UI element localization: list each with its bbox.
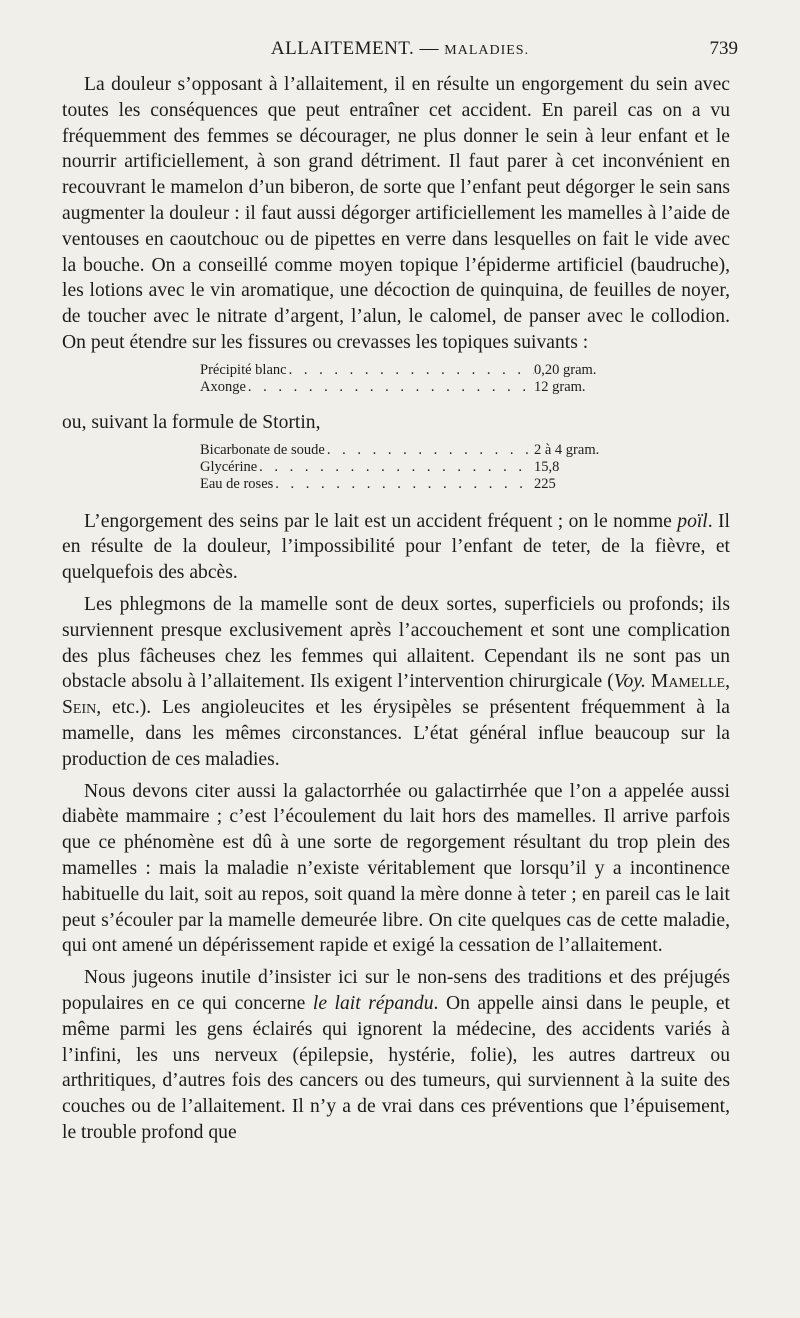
recipe-row <box>200 379 630 396</box>
ingredient-qty: 0,20 gram. <box>534 361 597 378</box>
p4-text-a: Les phlegmons de la mamelle sont de deux sortes, superficiels ou profonds; ils surviennent presque exclusivement après l’accouchement et sont une complication des plus fâcheuses chez les femmes qui allaitent. Cependant ils ne sont pas un obstacle absolu à l’allaitement. Ils exigent l’intervention chirurgicale ( <box>62 593 730 693</box>
ingredient-qty: 225 <box>534 475 556 492</box>
recipe-row <box>200 442 630 459</box>
p6-emphasis: le lait répandu <box>312 992 434 1014</box>
header-subtitle: MALADIES. <box>444 43 530 58</box>
ingredient-qty: 2 à 4 gram. <box>534 441 600 458</box>
p3-emphasis: poïl <box>677 510 708 532</box>
p4-refs: Mamelle, Sein <box>62 671 730 719</box>
header-title: ALLAITEMENT. <box>270 38 415 59</box>
leader-dots <box>257 459 534 476</box>
header-dash: — <box>419 38 440 59</box>
recipe-1 <box>62 362 730 396</box>
recipe-row <box>200 476 630 493</box>
recipe-2 <box>62 442 730 493</box>
recipe-row <box>200 459 630 476</box>
leader-dots <box>273 476 534 493</box>
running-title <box>62 38 738 60</box>
ingredient-name: Précipité blanc <box>200 361 287 378</box>
ingredient-qty: 12 gram. <box>534 378 586 395</box>
recipe-row <box>200 362 630 379</box>
paragraph-6 <box>62 965 730 1146</box>
ingredient-qty: 15,8 <box>534 458 560 475</box>
body-text <box>62 72 730 1152</box>
leader-dots <box>325 442 534 459</box>
running-header <box>62 36 738 66</box>
paragraph-4 <box>62 592 730 773</box>
paragraph-3 <box>62 509 730 586</box>
p4-voy: Voy. <box>613 671 646 693</box>
ingredient-name: Bicarbonate de soude <box>200 441 325 458</box>
ingredient-name: Axonge <box>200 378 246 395</box>
p4-text-b: , etc.). Les angioleucites et les érysipèles se présentent fréquemment à la mamelle, dans les mêmes circonstances. L’état général influe beaucoup sur la production de ces maladies. <box>62 697 730 770</box>
paragraph-2: ou, suivant la formule de Stortin, <box>62 411 321 433</box>
ingredient-name: Eau de roses <box>200 475 274 492</box>
p6-text-a: Nous jugeons inutile d’insister ici sur le non-sens des traditions et des préjugés populaires en ce qui concerne <box>62 967 730 1014</box>
p6-text-b: . On appelle ainsi dans le peuple, et même parmi les gens éclairés qui ignorent la médecine, des accidents variés à l’infini, les uns nerveux (épilepsie, hystérie, folie), les autres dartreux ou arthritiques, d’autres fois des cancers ou des tumeurs, qui surviennent à la suite des couches ou de l’allaitement. Il n’y a de vrai dans ces préventions que l’épuisement, le trouble profond que <box>62 992 730 1143</box>
paragraph-1: La douleur s’opposant à l’allaitement, il en résulte un engorgement du sein avec toutes les conséquences que peut entraîner cet accident. En pareil cas on a vu fréquemment des femmes se décourager, ne plus donner le sein à leur enfant et le nourrir artificiellement, à son grand détriment. Il faut parer à cet inconvénient en recouvrant le mamelon d’un biberon, de sorte que l’enfant peut dégorger le sein sans augmenter la douleur : il faut aussi dégorger artificiellement les mamelles à l’aide de ventouses en caoutchouc ou de pipettes en verre dans lesquelles on fait le vide avec la bouche. On a conseillé comme moyen topique l’épiderme artificiel (baudruche), les lotions avec le vin aromatique, une décoction de quinquina, de feuilles de noyer, de toucher avec le nitrate d’argent, l’alun, le calomel, de panser avec le collodion. On peut étendre sur les fissures ou crevasses les topiques suivants : <box>62 74 730 353</box>
leader-dots <box>287 362 534 379</box>
leader-dots <box>246 379 534 396</box>
page-number: 739 <box>709 38 738 59</box>
ingredient-name: Glycérine <box>200 458 258 475</box>
paragraph-5: Nous devons citer aussi la galactorrhée ou galactirrhée que l’on a appelée aussi diabète mammaire ; c’est l’écoulement du lait hors des mamelles. Il arrive parfois que ce phénomène est dû à une sorte de regorgement résultant du trop plein des mamelles : mais la maladie n’existe véritablement que lorsqu’il y a incontinence habituelle du lait, soit au repos, soit quand la mère donne à teter ; en pareil cas le lait peut s’écouler par la mamelle demeurée libre. On cite quelques cas de cette maladie, qui ont amené un dépérissement rapide et exigé la cessation de l’allaitement. <box>62 780 730 957</box>
p3-text-a: L’engorgement des seins par le lait est un accident fréquent ; on le nomme <box>84 510 678 532</box>
p3-text-b: . Il en résulte de la douleur, l’impossibilité pour l’enfant de teter, de la fièvre, et quelquefois des abcès. <box>62 510 730 584</box>
